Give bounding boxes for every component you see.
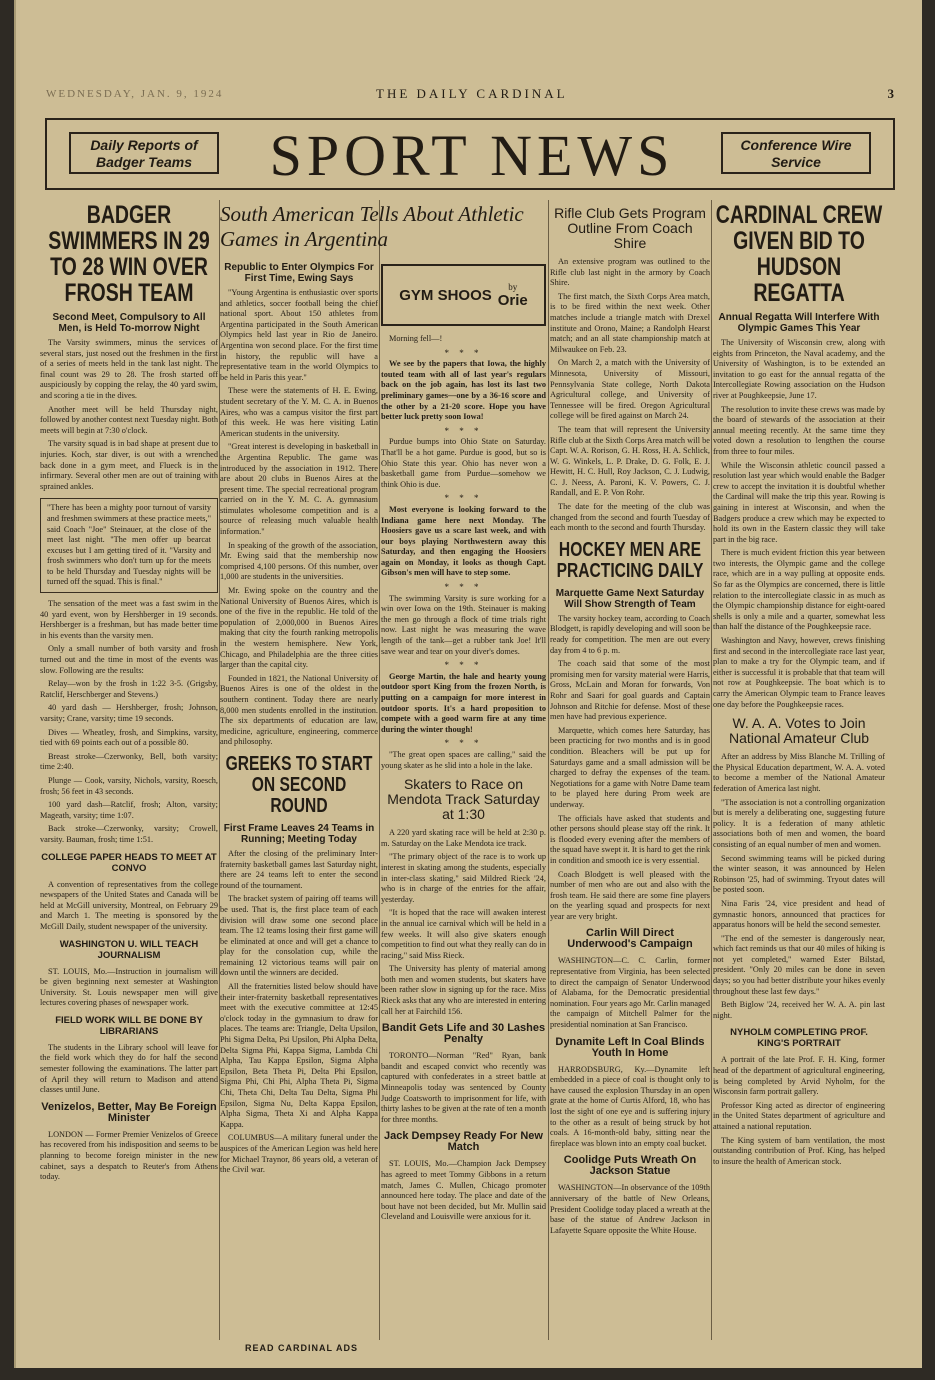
article-paragraph: The King system of barn ventilation, the most outstanding contribution of Prof. King, has helped to insure the health of American stock.	[713, 1135, 885, 1166]
banner-right-box: Conference Wire Service	[721, 132, 871, 174]
article-paragraph: The team that will represent the University Rifle club at the Sixth Corps Area match will be Capt. W. A. Rorison, G. H. Ross, H. A. Schlick, W. G. Winkels, L. P. Drake, D. G. Folk, E. J. Hewitt, H. C. Hull, Roy Jackson, C. J. Ludwig, C. J. Neess, A. Paroni, K. V. Powers, C. J. Randall, and E. P. Von Rohr.	[550, 424, 710, 498]
subhead: Marquette Game Next Saturday Will Show Strength of Team	[555, 587, 705, 610]
article-paragraph: The officials have asked that students and other persons should please stay off the rink. It is flooded every evening after the members of the squad have swept it. It is hard to get the rink in condition and smooth ice is very essential.	[550, 813, 710, 865]
article-paragraph: On March 2, a match with the University of Minnesota, University of Missouri, Pennsylvania State college, North Dakota Agricultural college, and University of Tennessee will be fired. Oregon Agricultural college will be fired against on March 24.	[550, 358, 710, 421]
column-rule	[548, 200, 549, 1340]
article-paragraph: George Martin, the hale and hearty young outdoor sport King from the frozen North, is putting on a campaign for more interest in outdoor sports. It's a hard proposition to compete with a good warm fire at any time during the winter though!	[381, 671, 546, 734]
result-line: Plunge — Cook, varsity, Nichols, varsity, Roesch, frosh; 56 feet in 43 seconds.	[40, 775, 218, 796]
article-paragraph: The University has plenty of material among both men and women students, but skaters have been rather slow in signing up for the race. Miss Rieck asks that any who are interested in entering call her at Fairchild 156.	[381, 964, 546, 1016]
article-paragraph: "Young Argentina is enthusiastic over sports and athletics, soccer football being the chief national sport. About 150 athletes from Argentina participated in the South American Olympics held last year in Rio de Janeiro. Argentina won second place. For the first time in history, the republic will have a representative team in the world Olympics to be held in Paris this year."	[220, 288, 378, 382]
separator-stars: * * *	[444, 493, 483, 504]
article-paragraph: ST. LOUIS, Mo.—Instruction in journalism will be given beginning next semester at Washington University. St. Louis newspaper men will give lectures covering phases of newspaper work.	[40, 966, 218, 1008]
result-line: Breast stroke—Czerwonky, Bell, both varsity; time 2:40.	[40, 751, 218, 772]
article-paragraph: The first match, the Sixth Corps Area match, is to be fired within the next week. Other matches include a triangle match with Drexel institute and Orono, Maine; a Randolph Hearst match; and an all state championship match at Milwaukee on Feb. 23.	[550, 291, 710, 354]
separator-stars: * * *	[444, 738, 483, 749]
article-paragraph: COLUMBUS—A military funeral under the auspices of the American Legion was held here for Michael Traynor, 86 years old, a veteran of the Civil war.	[220, 1133, 378, 1175]
column-5	[713, 200, 885, 1170]
article-paragraph: Only a small number of both varsity and frosh turned out and the time in most of the events was slow. Following are the results:	[40, 644, 218, 675]
article-paragraph: While the Wisconsin athletic council passed a resolution last year which would enable the Badger crew to accept the invitation it is doubtful whether the Cardinal will make the trip this year. Rowing is gaining in interest at Wisconsin, and when the Badgers produce a crew which may be expected to hold its own in the Eastern classic they will take part in the big race.	[713, 460, 885, 544]
article-paragraph: The bracket system of pairing off teams will be used. That is, the first place team of each division will draw some one second place team. The 12 teams losing their first game will be eliminated at once and will get a chance to play for the consolation cup, while the remaining 12 victorious teams will pair on down until the winners are decided.	[220, 894, 378, 978]
banner-title: SPORT NEWS	[269, 123, 675, 188]
headline-badger-swimmers: BADGER SWIMMERS IN 29 TO 28 WIN OVER FROSH TEAM	[48, 201, 210, 307]
article-paragraph: Marquette, which comes here Saturday, has been practicing for two months and is in good condition. Bleachers will be put up for Saturdays game and a small admission will be charged to defray the expenses of the team. Negotiations for a game with Notre Dame team to be played here during Prom week are underway.	[550, 725, 710, 809]
article-paragraph: The students in the Library school will leave for the field work which they do for half the second semester following the examinations. The latter part of April they will return to Madison and attend classes until June.	[40, 1042, 218, 1095]
article-paragraph: The University of Wisconsin crew, along with eights from Princeton, the Naval academy, and the University of Washington, is to be extended an invitation to go east for the annual regatta of the Intercollegiate Rowing association on the Hudson river at Poughkeepsie, June 17.	[713, 338, 885, 400]
headline-waa: W. A. A. Votes to Join National Amateur Club	[728, 715, 870, 747]
article-paragraph: The sensation of the meet was a fast swim in the 40 yard event, won by Hershberger in 19 seconds. Hershberger is a freshman, but has made better time in his events than the varsity men.	[40, 599, 218, 640]
column-rule	[711, 200, 712, 1340]
headline-bandit: Bandit Gets Life and 30 Lashes Penalty	[381, 1022, 546, 1046]
article-paragraph: HARRODSBURG, Ky.—Dynamite left embedded in a piece of coal is thought only to have caused the explosion Thursday in an open grate at the home of Curtis Alford, 18, who has lost the sight of one eye and is suffering injury to the other as a result of being struck by hot coals. A 16-month-old baby, sitting near the fireplace was blown into an empty coal bucket.	[550, 1064, 710, 1148]
result-line: Relay—won by the frosh in 1:22 3-5. (Grigsby, Ratclif, Herschberger and Stevens.)	[40, 679, 218, 699]
article-paragraph: Purdue bumps into Ohio State on Saturday. That'll be a hot game. Purdue is good, but so is Ohio State this year. Ohio has never won a basketball game from Purdue—somehow we think Ohio is due.	[381, 437, 546, 489]
headline-south-american: South American Tells About Athletic Games in Argentina	[220, 202, 524, 251]
article-paragraph: A portrait of the late Prof. F. H. King, former head of the department of agricultural engineering, is being completed by Arvid Nyholm, for the Wisconsin farm portrait gallery.	[713, 1055, 885, 1097]
column-4	[550, 200, 710, 1239]
article-paragraph: The swimming Varsity is sure working for a win over Iowa on the 19th. Steinauer is making the men go through a flock of time trials right now. Last night he was measuring the wave length of the tank—get a rubber tank Joe! It'll save wear and tear on your diver's domes.	[381, 593, 546, 656]
article-paragraph: These were the statements of H. E. Ewing, student secretary of the Y. M. C. A. in Buenos Aires, who was a campus visitor the first part of this week. He was here visiting Latin American students in the university.	[220, 386, 378, 438]
headline-cardinal-crew: CARDINAL CREW GIVEN BID TO HUDSON REGATTA	[715, 201, 883, 307]
article-paragraph: The resolution to invite these crews was made by the board of stewards of the association at their annual meeting recently. At the same time they voted down a resolution to lengthen the course from three to four miles.	[713, 404, 885, 456]
article-paragraph: After an address by Miss Blanche M. Trilling of the Physical Education department, W. A. A. voted to become a member of the National Amateur federation of America last night.	[713, 752, 885, 793]
headline-washington-u: WASHINGTON U. WILL TEACH JOURNALISM	[59, 938, 199, 961]
article-paragraph: The varsity squad is in bad shape at present due to injuries. Koch, star diver, is out with a wrenched back done in a gym meet, and Flueck is in the infirmary. Several other men are out of training with sprained ankles.	[40, 439, 218, 491]
article-paragraph: "The great open spaces are calling," said the young skater as he slid into a hole in the lake.	[381, 749, 546, 770]
article-paragraph: "Great interest is developing in basketball in the Argentina Republic. The game was introduced by the association in 1912. There are about 20 clubs in Buenos Aires at the present time. The special recreational program carried on in the Y. M. C. A. gymnasium stimulates wholesome competition and is a source of releasing much valuable health information."	[220, 442, 378, 537]
headline-college-paper: COLLEGE PAPER HEADS TO MEET AT CONVO	[41, 851, 217, 874]
article-paragraph: After the closing of the preliminary Inter-fraternity basketball games last Saturday night, there are 24 teams left to enter the second round of the tournament.	[220, 848, 378, 890]
headline-hockey: HOCKEY MEN ARE PRACTICING DAILY	[556, 538, 704, 582]
article-paragraph: Nina Faris '24, vice president and head of gymnastic honors, announced that practices for apparatus honors will be held the second semester.	[713, 898, 885, 930]
separator-stars: * * *	[444, 660, 483, 671]
header-page-number: 3	[887, 86, 896, 101]
subhead: First Frame Leaves 24 Teams in Running; Meeting Today	[223, 822, 375, 845]
article-paragraph: There is much evident friction this year between two interests, the Olympic game and the college race, which are in a way pulling at opposite ends. So far as the Olympics are concerned, there is little relation to the intercollegiate classic in as much as the Olympic championship distance for eight-oared shells is only a mile and a quarter, somewhat less than half the distance of the Poughkeepsie race.	[713, 548, 885, 632]
result-line: 40 yard dash — Hershberger, frosh; Johnson, varsity; Crane, varsity; time 19 seconds.	[40, 703, 218, 723]
headline-coolidge: Coolidge Puts Wreath On Jackson Statue	[563, 1154, 697, 1178]
article-paragraph: "The end of the semester is dangerously near, which fact reminds us that our 40 miles of hiking is not yet completed," warned Ester Bilstad, president. "Only 20 miles can be done in seven days; so you had better distribute your hikes evenly throughout these last few days."	[713, 933, 885, 996]
separator-stars: * * *	[444, 347, 483, 358]
separator-stars: * * *	[444, 582, 483, 593]
gym-shoos-by: by	[508, 282, 518, 293]
headline-rifle-club: Rifle Club Gets Program Outline From Coach Shire	[554, 205, 706, 251]
headline-skaters: Skaters to Race on Mendota Track Saturday at 1:30	[387, 776, 540, 823]
article-paragraph: "The primary object of the race is to work up interest in skating among the students, especially in inter-class skating," said Mildred Rieck '24, who is in charge of the entries for the affair, yesterday.	[381, 852, 546, 904]
article-paragraph: TORONTO—Norman "Red" Ryan, bank bandit and escaped convict who recently was captured with confederates in a street battle at Minneapolis today was sentenced by County Judge Coatsworth to imprisonment for life, with thirty lashes to be given at the rate of ten a month for three months.	[381, 1051, 546, 1124]
article-paragraph: Another meet will be held Thursday night, followed by another contest next Tuesday night. Both meets will begin at 7:30 o'clock.	[40, 404, 218, 435]
article-paragraph: Coach Blodgett is well pleased with the number of men who are out and also with the frosh team. He said there are some fine players on the yearling squad and prospects for next year are very bright.	[550, 869, 710, 921]
page-header	[46, 86, 896, 106]
article-paragraph: Beth Biglow '24, received her W. A. A. pin last night.	[713, 1000, 885, 1020]
article-paragraph: The coach said that some of the most promising men for varsity material were Harris, Gross, McLain and Moran for forwards, Von Rohr and Saari for goal guards and Captain Johnson and Ritchie for defense. Most of these men have had previous experience.	[550, 659, 710, 722]
result-line: 100 yard dash—Ratclif, frosh; Alton, varsity; Mageath, varsity; time 1:07.	[40, 800, 218, 820]
article-paragraph: The varsity hockey team, according to Coach Blodgett, is rapidly developing and will soon be ready for competition. The men are out every day from 4 to 6 p. m.	[550, 613, 710, 655]
headline-field-work: FIELD WORK WILL BE DONE BY LIBRARIANS	[55, 1014, 203, 1037]
subhead: Republic to Enter Olympics For First Time, Ewing Says	[224, 262, 374, 284]
article-paragraph: ST. LOUIS, Mo.—Champion Jack Dempsey has agreed to meet Tommy Gibbons in a return match, James C. Mullen, Chicago promoter announced here today. The place and date of the bout have not been decided, but Mr. Mullin said Cleveland and Louisville were anxious for it.	[381, 1159, 546, 1222]
header-date: WEDNESDAY, JAN. 9, 1924	[46, 88, 224, 100]
article-paragraph: Founded in 1821, the National University of Buenos Aires is one of the oldest in the southern continent. Today there are nearly 8,000 men students enrolled in the institution. The six departments of education are law, medicine, agriculture, engineering, commerce and philosophy.	[220, 673, 378, 747]
banner-left-box: Daily Reports of Badger Teams	[69, 132, 219, 174]
coach-quote-box: "There has been a mighty poor turnout of varsity and freshmen swimmers at these practice meets," said Coach "Joe" Steinauer, at the close of the meet last night. "The men offer up bearcat excuses but I am getting tired of it. "Varsity and frosh swimmers who don't turn up for the meets to be held Thursday and Tuesday nights will be turned off the squad. This is final."	[40, 498, 218, 593]
article-paragraph: Second swimming teams will be picked during the winter season, it was announced by Helen Robinson '25, had of swimming. Tryout dates will be posted soon.	[713, 853, 885, 895]
article-paragraph: The date for the meeting of the club was changed from the second and fourth Tuesday of each month to the second and fourth Thursday.	[550, 502, 710, 533]
column-rule	[379, 200, 380, 1340]
header-masthead: THE DAILY CARDINAL	[376, 86, 568, 101]
column-1	[40, 200, 218, 1186]
footer-read-ads: READ CARDINAL ADS	[245, 1343, 359, 1353]
subhead: Annual Regatta Will Interfere With Olympic Games This Year	[718, 312, 880, 334]
gym-shoos-title: GYM SHOOS	[399, 286, 492, 304]
article-paragraph: An extensive program was outlined to the Rifle club last night in the armory by Coach Shire.	[550, 257, 710, 288]
article-paragraph: All the fraternities listed below should have their inter-fraternity basketball representatives meet with the executive committee at 12:45 o'clock today in the gymnasium to draw for places. The teams are: Triangle, Delta Upsilon, Phi Sigma Delta, Psi Upsilon, Phi Alpha Delta, Delta Sigma Phi, Kappa Sigma, Lambda Chi Alpha, Tau Kappa Epsilon, Sigma Alpha Epsilon, Beta Theta Pi, Delta Phi Epsilon, Sigma Phi, Chi Phi, Alpha Theta Pi, Sigma Chi, Theta Chi, Delta Tau Delta, Sigma Phi Epsilon, Sigma Nu, Delta Kappa Epsilon, Alpha Sigma, Theta Xi and Alpha Kappa Kappa.	[220, 982, 378, 1129]
gym-shoos-box	[381, 264, 546, 326]
sport-news-banner	[45, 118, 895, 190]
article-paragraph: "It is hoped that the race will awaken interest in the annual ice carnival which will be held in a few weeks. It will also give skaters enough competition to find out what they really can do in racing," said Miss Rieck.	[381, 908, 546, 960]
article-paragraph: A convention of representatives from the college newspapers of the United States and Canada will be held at McGill university, Montreal, on February 29 and March 1. The meeting is sponsored by the McGill Daily, student newspaper of the university.	[40, 879, 218, 931]
article-paragraph: Mr. Ewing spoke on the country and the National University of Buenos Aires, which is one of the five in the republic. He told of the population of 2,000,000 in Buenos Aires making that city the fourth ranking metropolis in the western hemisphere. New York, Chicago, and Philadelphia are the three cities larger than the capital city.	[220, 586, 378, 670]
headline-greeks: GREEKS TO START ON SECOND ROUND	[225, 752, 373, 817]
article-paragraph: In speaking of the growth of the association, Mr. Ewing said that the membership now comprised 4,100 persons. Of this number, over 1,000 are students in the universities.	[220, 540, 378, 582]
gym-shoos-author: Orie	[497, 291, 528, 309]
article-paragraph: "The association is not a controlling organization but is merely a deliberating one, suggesting future policy. It is a federation of many athletic associations both of men and women, the board consisting of an equal number of men and women.	[713, 797, 885, 849]
headline-carlin: Carlin Will Direct Underwood's Campaign	[567, 927, 693, 951]
headline-venizelos: Venizelos, Better, May Be Foreign Minister	[41, 1100, 217, 1124]
article-paragraph: WASHINGTON—In observance of the 109th anniversary of the battle of New Orleans, President Coolidge today placed a wreath at the base of the statue of Andrew Jackson in Lafayette Square opposite the White House.	[550, 1183, 710, 1235]
article-paragraph: Washington and Navy, however, crews finishing first and second in the intercollegiate race last year, plan to make a try for the Olympic team, and if either is successful it is probable that that team will not row at Poughkeepsie. The boat which is to carry the American Olympic team to France leaves one day before the Poughkeepsie races.	[713, 636, 885, 709]
result-line: Back stroke—Czerwonky, varsity; Crowell, varsity. Bauman, frosh; time 1:51.	[40, 824, 218, 844]
article-paragraph: Most everyone is looking forward to the Indiana game here next Monday. The Hoosiers gave us a scare last week, and with our boys playing Northwestern away this Saturday, and then engaging the Hoosiers again on Monday, it looks as though Capt. Gibson's men will have to step some.	[381, 504, 546, 578]
column-3	[381, 262, 546, 1226]
headline-dynamite: Dynamite Left In Coal Blinds Youth In Home	[555, 1035, 705, 1059]
article-paragraph: The Varsity swimmers, minus the services of several stars, just nosed out the freshmen in the first of a series of meets held in the tank last night. The final count was 29 to 28. The frosh started off auspiciously by copping the relay, the 40 yard swim, and scoring a tie in the dives.	[40, 338, 218, 400]
result-line: Dives — Wheatley, frosh, and Simpkins, varsity, tied with 69 points each out of a possible 80.	[40, 727, 218, 748]
article-paragraph: LONDON — Former Premier Venizelos of Greece has recovered from his indisposition and seems to be planning to become foreign minister in the new cabinet, says a despatch to Reuter's from Athens today.	[40, 1129, 218, 1182]
headline-nyholm: NYHOLM COMPLETING PROF. KING'S PORTRAIT	[730, 1027, 868, 1050]
column-opener: Morning fell—!	[389, 334, 443, 343]
headline-dempsey: Jack Dempsey Ready For New Match	[384, 1130, 543, 1154]
article-paragraph: A 220 yard skating race will be held at 2:30 p. m. Saturday on the Lake Mendota ice track.	[381, 828, 546, 848]
article-paragraph: WASHINGTON—C. C. Carlin, former representative from Virginia, has been selected to direct the campaign of Senator Underwood of Alabama, for the Democratic presidential nomination. Four years ago Mr. Carlin managed the campaign of Mitchell Palmer for the presidential nomination at San Francisco.	[550, 956, 710, 1030]
article-paragraph: We see by the papers that Iowa, the highly touted team with all of last year's regulars back on the job again, has lost its last two preliminary games—one by a 36-16 score and the other by a 21-20 score. Hope you have better luck pretty soon Iowa!	[381, 359, 546, 422]
separator-stars: * * *	[444, 425, 483, 436]
article-paragraph: Professor King acted as director of engineering in the United States department of agriculture and attained a national reputation.	[713, 1100, 885, 1131]
subhead: Second Meet, Compulsory to All Men, is Held To-morrow Night	[52, 312, 206, 334]
